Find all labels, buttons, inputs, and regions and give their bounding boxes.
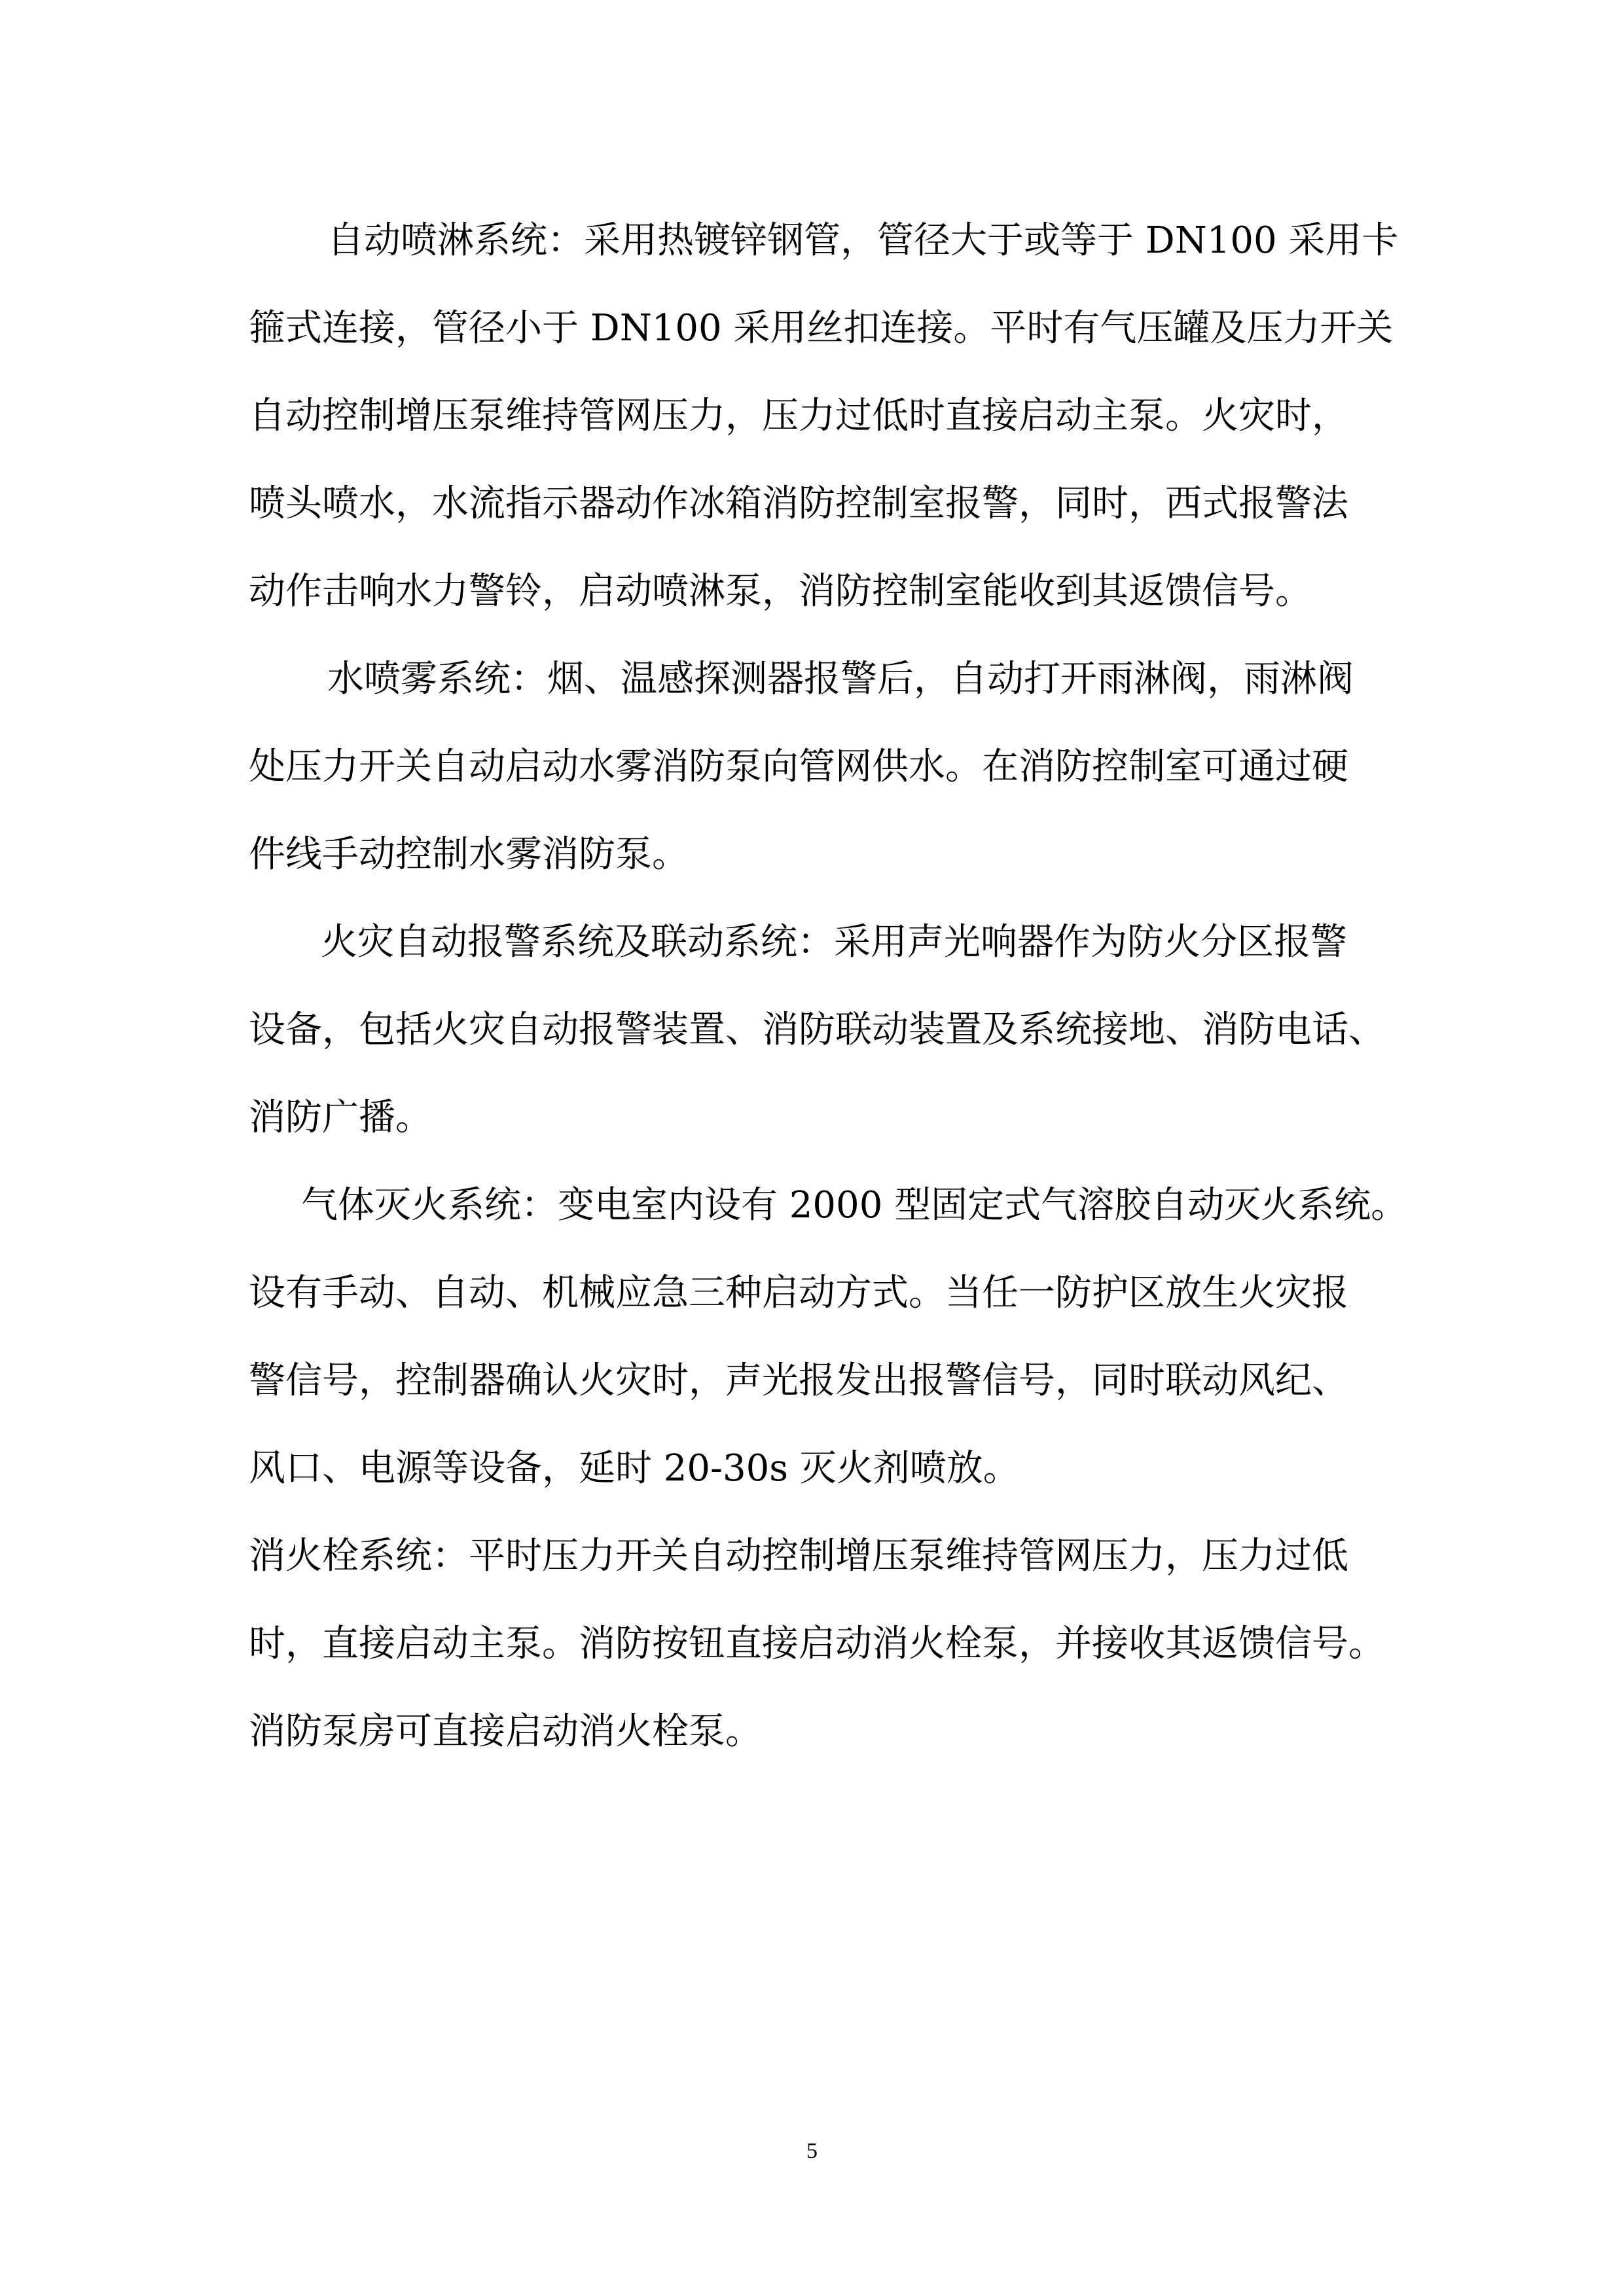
paragraph-1-line-2: 箍式连接，管径小于 DN100 采用丝扣连接。平时有气压罐及压力开关 [249,307,1394,350]
paragraph-5-line-1: 消火栓系统：平时压力开关自动控制增压泵维持管网压力，压力过低 [249,1535,1348,1577]
paragraph-2-line-1: 水喷雾系统：烟、温感探测器报警后，自动打开雨淋阀，雨淋阀 [327,658,1354,700]
paragraph-1-line-4: 喷头喷水，水流指示器动作冰箱消防控制室报警，同时，西式报警法 [249,482,1348,525]
paragraph-4-line-2: 设有手动、自动、机械应急三种启动方式。当任一防护区放生火灾报 [249,1272,1348,1314]
paragraph-4-line-4: 风口、电源等设备，延时 20-30s 灭火剂喷放。 [249,1447,1020,1490]
paragraph-5-line-2: 时，直接启动主泵。消防按钮直接启动消火栓泵，并接收其返馈信号。 [249,1623,1385,1665]
paragraph-1-line-5: 动作击响水力警铃，启动喷淋泵，消防控制室能收到其返馈信号。 [249,570,1312,613]
paragraph-4-line-3: 警信号，控制器确认火灾时，声光报发出报警信号，同时联动风纪、 [249,1359,1348,1402]
paragraph-3-line-2: 设备，包括火灾自动报警装置、消防联动装置及系统接地、消防电话、 [249,1009,1385,1051]
paragraph-3-line-3: 消防广播。 [249,1096,432,1139]
paragraph-4-line-1: 气体灭火系统：变电室内设有 2000 型固定式气溶胶自动灭火系统。 [301,1184,1408,1227]
paragraph-1-line-1: 自动喷淋系统：采用热镀锌钢管，管径大于或等于 DN100 采用卡 [327,219,1399,262]
paragraph-3-line-1: 火灾自动报警系统及联动系统：采用声光响器作为防火分区报警 [321,921,1347,963]
paragraph-2-line-3: 件线手动控制水雾消防泵。 [249,833,689,876]
paragraph-1-line-3: 自动控制增压泵维持管网压力，压力过低时直接启动主泵。火灾时， [249,395,1348,437]
paragraph-5-line-3: 消防泵房可直接启动消火栓泵。 [249,1710,762,1753]
page-number: 5 [806,2139,818,2163]
paragraph-2-line-2: 处压力开关自动启动水雾消防泵向管网供水。在消防控制室可通过硬 [249,745,1348,788]
